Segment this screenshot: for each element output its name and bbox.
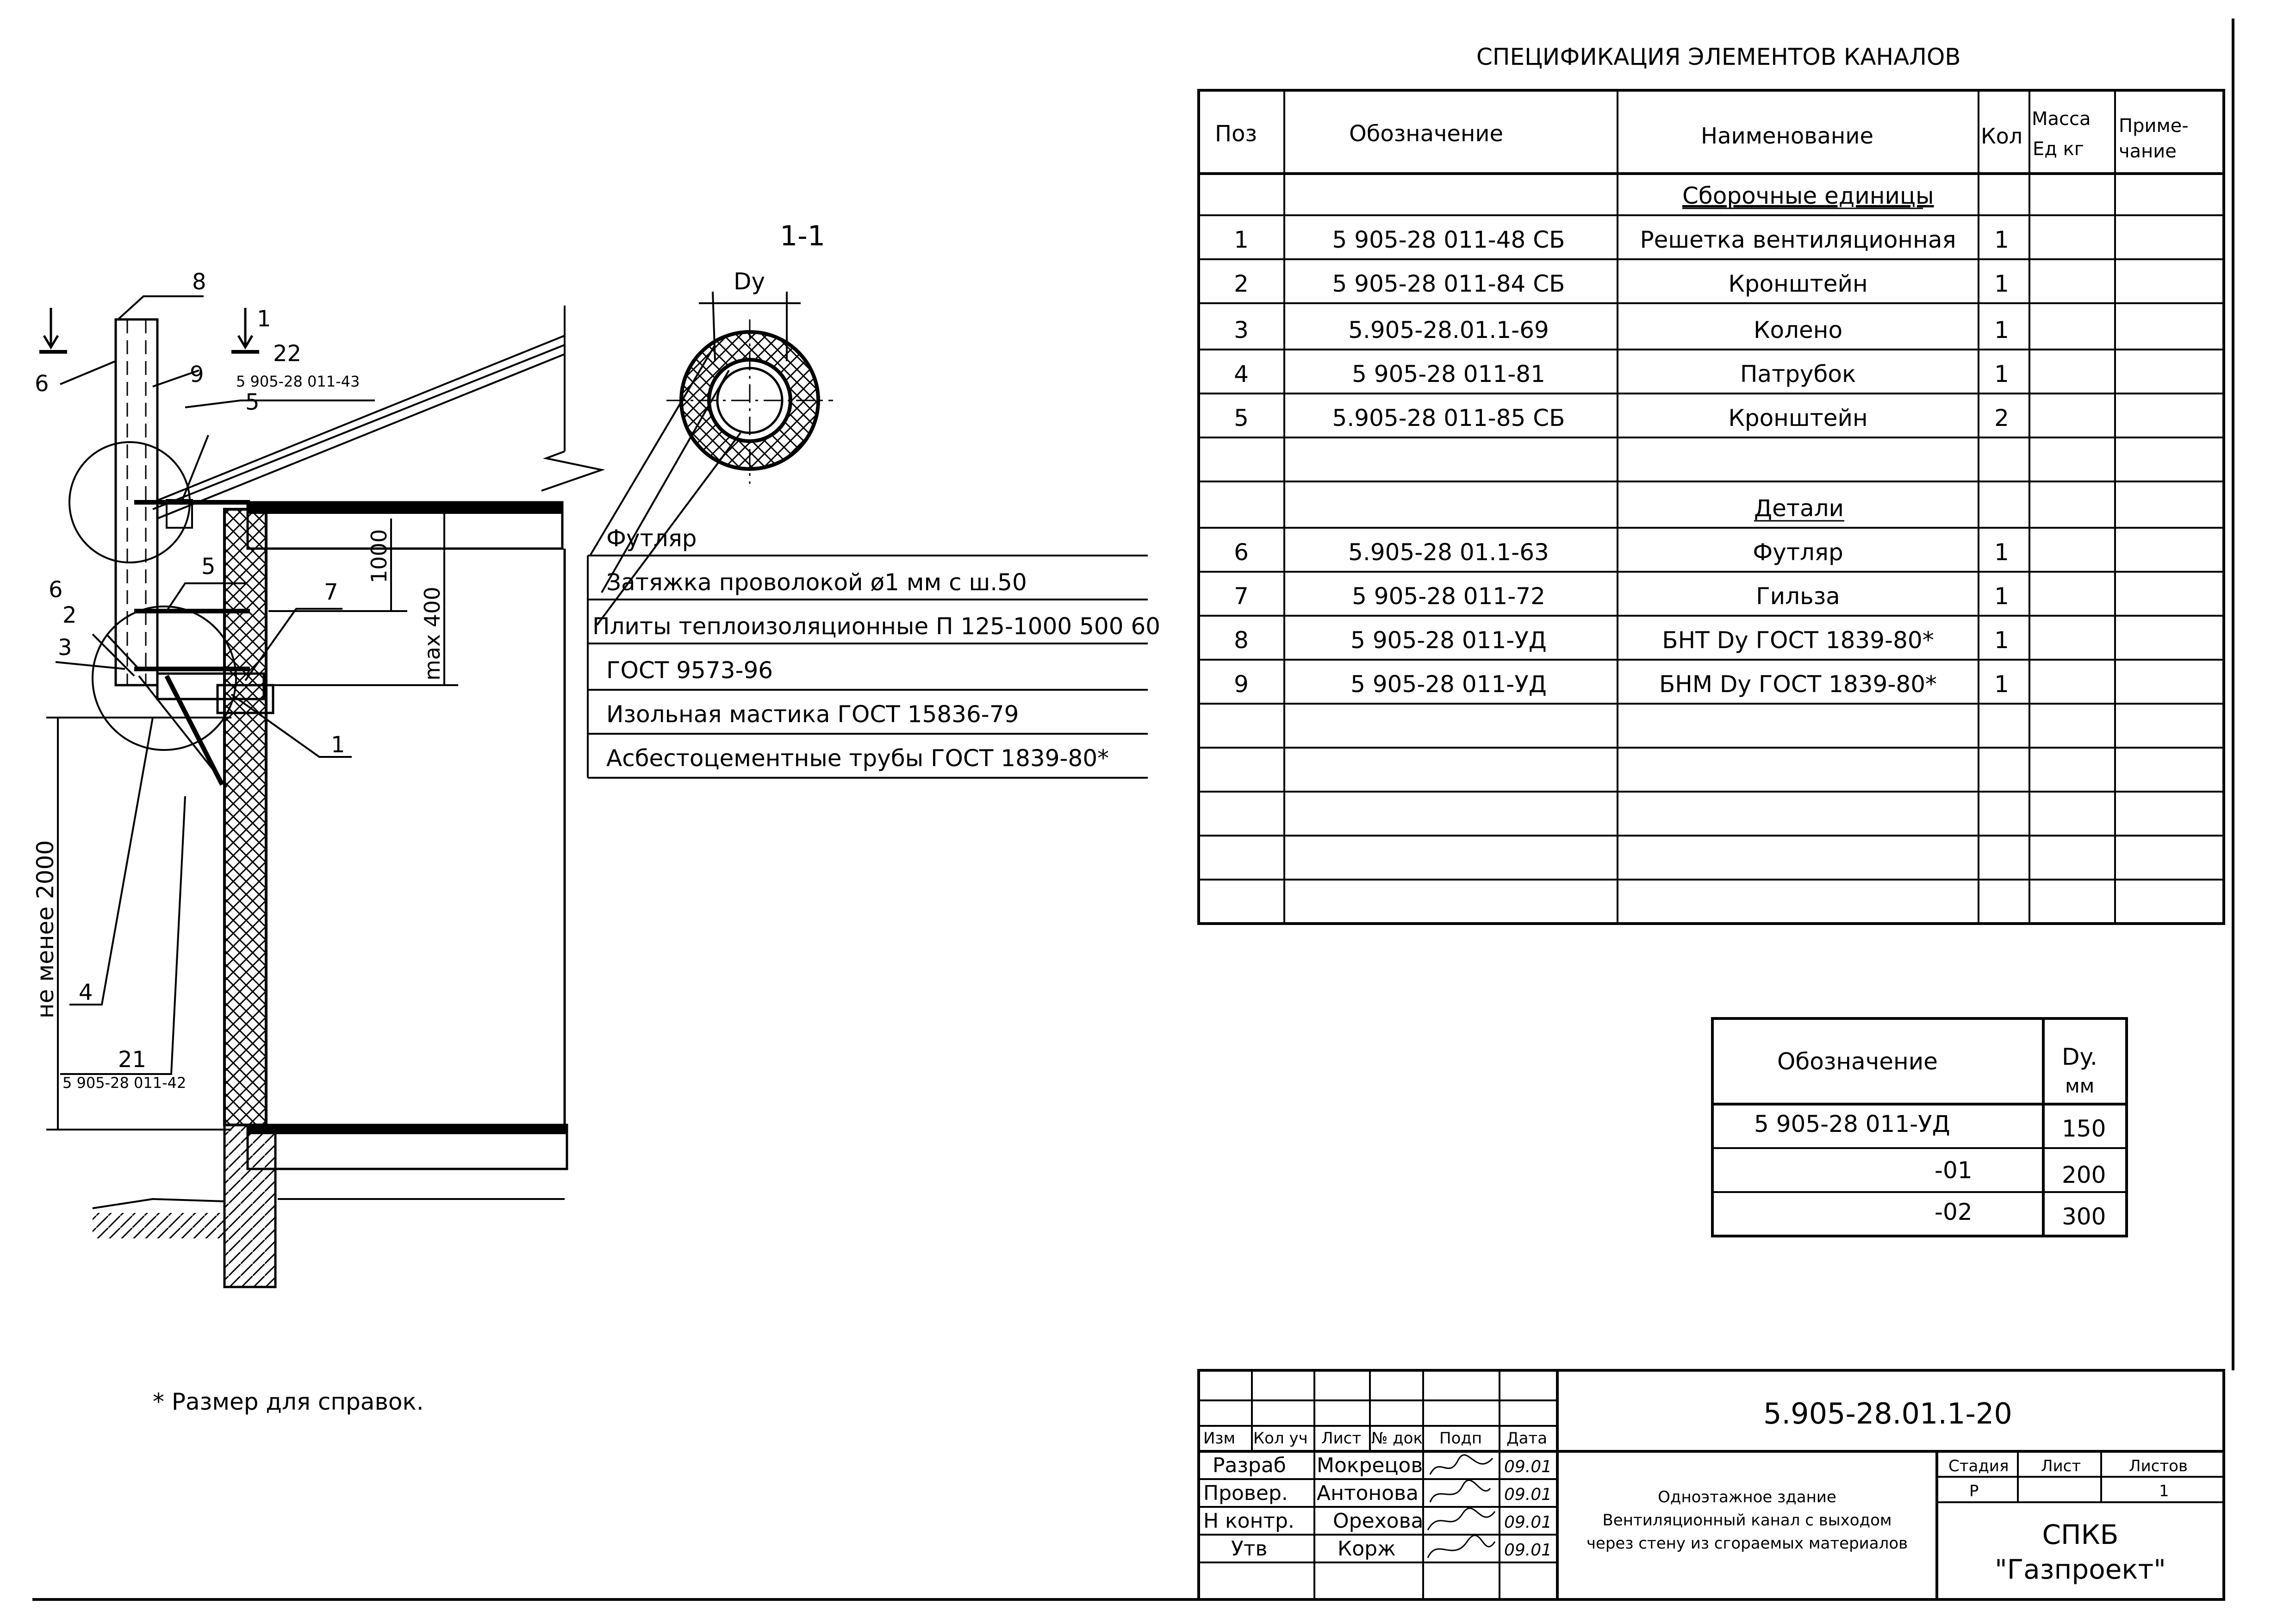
legend-item: Изольная мастика ГОСТ 15836-79 — [606, 701, 1019, 728]
spec-row-code: 5 905-28 011-84 СБ — [1332, 270, 1565, 297]
col-list: Лист — [1321, 1429, 1362, 1448]
spec-row-qty: 1 — [1994, 583, 2009, 610]
spec-row-name: Футляр — [1753, 539, 1843, 566]
header-name: Наименование — [1701, 123, 1874, 149]
ref-22: 5 905-28 011-43 — [236, 373, 360, 390]
col-kolych: Кол уч — [1253, 1429, 1308, 1448]
dy-row-value: 150 — [2062, 1115, 2106, 1142]
spec-title: СПЕЦИФИКАЦИЯ ЭЛЕМЕНТОВ КАНАЛОВ — [1476, 44, 1961, 70]
dim-max400: max 400 — [420, 587, 445, 681]
spec-row-name: Колено — [1753, 317, 1843, 344]
header-qty: Кол — [1981, 124, 2023, 149]
dy-dim-label: Dy — [734, 268, 765, 295]
description-line: Одноэтажное здание — [1658, 1488, 1836, 1506]
section-assembly: Сборочные единицы — [1682, 182, 1934, 209]
legend-item: Футляр — [606, 525, 697, 552]
header-note-1: Приме- — [2119, 115, 2189, 137]
spec-row-code: 5 905-28 011-УД — [1350, 671, 1547, 698]
spec-row-code: 5.905-28 011-85 СБ — [1332, 405, 1565, 431]
col-ndok: № док — [1371, 1429, 1423, 1448]
sign-date: 09.01 — [1504, 1541, 1552, 1560]
dy-row-value: 300 — [2062, 1203, 2106, 1230]
header-pos: Поз — [1215, 121, 1257, 147]
spec-row-qty: 2 — [1994, 405, 2009, 431]
section-label: 1-1 — [780, 220, 825, 252]
dy-header-dy-1: Dy. — [2062, 1043, 2097, 1070]
person-name: Орехова — [1333, 1509, 1424, 1533]
spec-row-name: БНТ Dy ГОСТ 1839-80* — [1662, 627, 1934, 654]
spec-row-qty: 1 — [1994, 671, 2009, 698]
section-details: Детали — [1754, 495, 1844, 522]
wall — [224, 509, 266, 1125]
legend-item: Затяжка проволокой ø1 мм с ш.50 — [606, 569, 1027, 596]
header-mass-2: Ед кг — [2033, 138, 2084, 160]
spec-row-pos: 9 — [1234, 671, 1249, 698]
spec-row-pos: 5 — [1234, 405, 1249, 431]
wall-section-drawing — [32, 269, 602, 1287]
dy-header-code: Обозначение — [1777, 1048, 1938, 1075]
dim-1000: 1000 — [367, 529, 392, 583]
sheets-header: Листов — [2129, 1457, 2188, 1475]
spec-row-name: Решетка вентиляционная — [1640, 226, 1956, 253]
callout-7: 7 — [324, 579, 338, 605]
callout-8: 8 — [192, 269, 206, 295]
col-izm: Изм — [1203, 1429, 1236, 1448]
person-name: Антонова — [1317, 1481, 1419, 1505]
role: Провер. — [1203, 1481, 1288, 1505]
spec-row-pos: 7 — [1234, 583, 1249, 610]
dy-row-code: -01 — [1935, 1157, 1972, 1184]
spec-row-name: Патрубок — [1740, 361, 1856, 387]
title-block — [1199, 1370, 2224, 1599]
spec-row-code: 5 905-28 011-48 СБ — [1332, 226, 1565, 253]
legend-item: Плиты теплоизоляционные П 125-1000 500 60 — [592, 613, 1161, 640]
dy-row-code: 5 905-28 011-УД — [1754, 1111, 1950, 1137]
spec-row-qty: 1 — [1994, 539, 2009, 566]
doc-code: 5.905-28.01.1-20 — [1763, 1397, 2012, 1430]
spec-row-pos: 1 — [1234, 226, 1249, 253]
spec-row-name: БНМ Dy ГОСТ 1839-80* — [1659, 671, 1937, 698]
spec-row-pos: 6 — [1234, 539, 1249, 566]
dy-table — [1712, 1018, 2127, 1236]
callout-6b: 6 — [49, 577, 63, 603]
dy-row-value: 200 — [2062, 1162, 2106, 1188]
sign-date: 09.01 — [1504, 1457, 1552, 1476]
stage-header: Стадия — [1948, 1457, 2009, 1475]
spec-row-qty: 1 — [1994, 226, 2009, 253]
spec-row-code: 5.905-28.01.1-69 — [1348, 317, 1549, 344]
dim-min2000: не менее 2000 — [32, 840, 59, 1018]
ref-21: 5 905-28 011-42 — [62, 1074, 187, 1092]
header-code: Обозначение — [1349, 121, 1504, 147]
description-line: Вентиляционный канал с выходом — [1602, 1511, 1892, 1530]
callout-21: 21 — [118, 1047, 147, 1073]
stage-value: Р — [1969, 1482, 1979, 1500]
spec-row-pos: 3 — [1234, 317, 1249, 344]
specification-table — [1199, 44, 2224, 924]
org-name: "Газпроект" — [1995, 1554, 2166, 1585]
dy-row-code: -02 — [1935, 1199, 1972, 1225]
spec-row-code: 5 905-28 011-УД — [1350, 627, 1547, 654]
role: Утв — [1231, 1537, 1268, 1561]
sheet-header: Лист — [2041, 1457, 2081, 1475]
sheets-value: 1 — [2159, 1482, 2169, 1500]
spec-row-pos: 2 — [1234, 270, 1249, 297]
callout-1b: 1 — [331, 732, 345, 758]
legend — [588, 525, 1160, 778]
reference-note: * Размер для справок. — [153, 1388, 424, 1415]
callout-1: 1 — [257, 306, 271, 332]
spec-row-qty: 1 — [1994, 361, 2009, 387]
spec-row-pos: 4 — [1234, 361, 1249, 387]
dy-header-dy-2: мм — [2065, 1074, 2095, 1097]
role: Разраб — [1213, 1454, 1286, 1477]
callout-9: 9 — [190, 362, 204, 387]
spec-row-code: 5 905-28 011-72 — [1352, 583, 1545, 610]
spec-row-name: Гильза — [1756, 583, 1840, 610]
description-line: через стену из сгораемых материалов — [1586, 1534, 1908, 1553]
role: Н контр. — [1203, 1509, 1294, 1533]
spec-row-name: Кронштейн — [1728, 270, 1868, 297]
callout-4: 4 — [79, 980, 93, 1006]
spec-row-qty: 1 — [1994, 627, 2009, 654]
callout-22: 22 — [273, 341, 302, 367]
col-data: Дата — [1506, 1429, 1548, 1448]
callout-5b: 5 — [201, 554, 216, 580]
section-1-1 — [590, 220, 833, 625]
header-mass-1: Масса — [2032, 108, 2091, 130]
sign-date: 09.01 — [1504, 1485, 1552, 1504]
spec-row-qty: 1 — [1994, 317, 2009, 344]
legend-item: Асбестоцементные трубы ГОСТ 1839-80* — [606, 745, 1109, 772]
spec-row-code: 5 905-28 011-81 — [1352, 361, 1545, 387]
spec-row-name: Кронштейн — [1728, 405, 1868, 431]
callout-6: 6 — [35, 371, 49, 397]
person-name: Корж — [1338, 1537, 1396, 1561]
callout-3: 3 — [58, 635, 72, 661]
person-name: Мокрецов — [1317, 1454, 1423, 1477]
callout-5: 5 — [245, 389, 260, 415]
spec-row-qty: 1 — [1994, 270, 2009, 297]
callout-2: 2 — [62, 602, 77, 628]
org-name: СПКБ — [2042, 1519, 2119, 1550]
legend-item: ГОСТ 9573-96 — [606, 657, 773, 684]
header-note-2: чание — [2119, 141, 2177, 162]
col-podp: Подп — [1439, 1429, 1482, 1448]
spec-row-pos: 8 — [1234, 627, 1249, 654]
spec-row-code: 5.905-28 01.1-63 — [1348, 539, 1549, 566]
sign-date: 09.01 — [1504, 1513, 1552, 1532]
